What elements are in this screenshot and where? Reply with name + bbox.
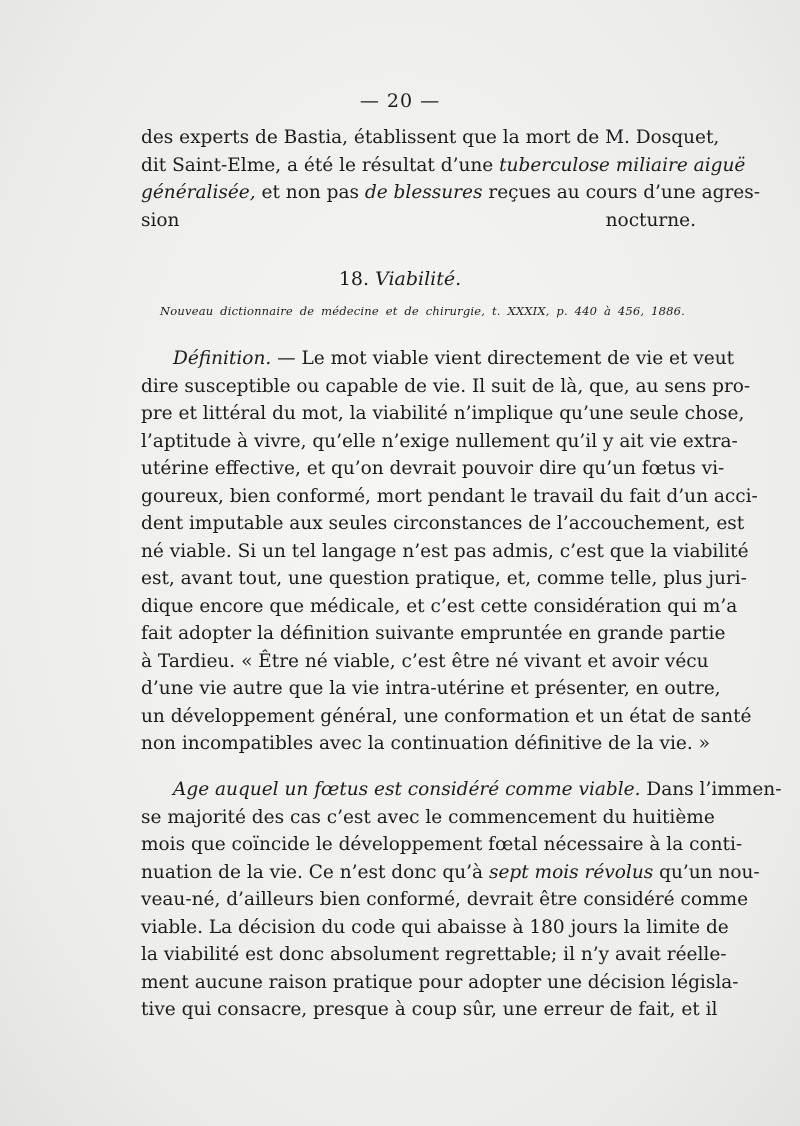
italic-phrase: Définition.: [173, 348, 272, 369]
text-line: des experts de Bastia, établissent que la mort de M. Dosquet,: [141, 127, 720, 148]
text-line: né viable. Si un tel langage n’est pas admis, c’est que la viabilité: [141, 540, 749, 562]
paragraph-definition: [141, 345, 758, 758]
text-line: non incompatibles avec la continuation définitive de la vie. »: [141, 733, 710, 754]
text-line: tive qui consacre, presque à coup sûr, une erreur de fait, et il: [141, 999, 718, 1020]
text-line: pre et littéral du mot, la viabilité n’implique qu’une seule chose,: [141, 403, 745, 424]
text-line: Age auquel un fœtus est considéré comme viable. Dans l’immen-: [173, 779, 782, 800]
text-line: dit Saint-Elme, a été le résultat d’une tuberculose miliaire aiguë: [141, 154, 746, 176]
text-line: un développement général, une conformation et un état de santé: [141, 705, 752, 727]
text-line: veau-né, d’ailleurs bien conformé, devrait être considéré comme: [141, 889, 749, 910]
italic-phrase: Age auquel un fœtus est considéré comme viable.: [173, 779, 641, 800]
italic-phrase: tuberculose miliaire aiguë: [499, 154, 746, 176]
text-line: dire susceptible ou capable de vie. Il suit de là, que, au sens pro-: [141, 375, 751, 397]
text-line: mois que coïncide le développement fœtal nécessaire à la conti-: [141, 834, 743, 855]
text-line: Définition. — Le mot viable vient directement de vie et veut: [173, 348, 735, 369]
text-line: la viabilité est donc absolument regrettable; il n’y avait réelle-: [141, 944, 727, 965]
text-line: l’aptitude à vivre, qu’elle n’exige nullement qu’il y ait vie extra-: [141, 430, 738, 452]
text-line: goureux, bien conformé, mort pendant le travail du fait d’un acci-: [141, 485, 758, 507]
paragraph-viability-age: [141, 776, 782, 1024]
text-line: utérine effective, et qu’on devrait pouvoir dire qu’un fœtus vi-: [141, 458, 725, 479]
text-line: d’une vie autre que la vie intra-utérine et présenter, en outre,: [141, 678, 721, 699]
section-number: 18.: [338, 268, 370, 290]
text-line: nuation de la vie. Ce n’est donc qu’à sept mois révolus qu’un nou-: [141, 861, 760, 883]
paragraph-continuation: [141, 124, 760, 234]
text-line: généralisée, et non pas de blessures reçues au cours d’une agres-: [141, 182, 760, 203]
section-title: Viabilité.: [375, 268, 462, 290]
text-line: fait adopter la définition suivante empruntée en grande partie: [141, 623, 726, 644]
text-line: se majorité des cas c’est avec le commencement du huitième: [141, 806, 715, 828]
italic-phrase: généralisée,: [141, 182, 256, 203]
text-line: ment aucune raison pratique pour adopter une décision législa-: [141, 971, 739, 993]
italic-phrase: de blessures: [364, 182, 483, 203]
section-heading: [0, 268, 800, 290]
bibliographic-reference: Nouveau dictionnaire de médecine et de chirurgie, t. XXXIX, p. 440 à 456, 1886.: [160, 304, 685, 318]
text-line: est, avant tout, une question pratique, et, comme telle, plus juri-: [141, 568, 747, 589]
text-line: à Tardieu. « Être né viable, c’est être né vivant et avoir vécu: [141, 650, 709, 672]
text-line: viable. La décision du code qui abaisse à 180 jours la limite de: [141, 916, 729, 938]
text-line: dent imputable aux seules circonstances de l’accouchement, est: [141, 513, 745, 534]
page-number: — 20 —: [359, 90, 441, 112]
text-line: dique encore que médicale, et c’est cette considération qui m’a: [141, 595, 738, 617]
italic-phrase: sept mois révolus: [488, 861, 654, 883]
text-line: sion nocturne.: [141, 209, 696, 231]
